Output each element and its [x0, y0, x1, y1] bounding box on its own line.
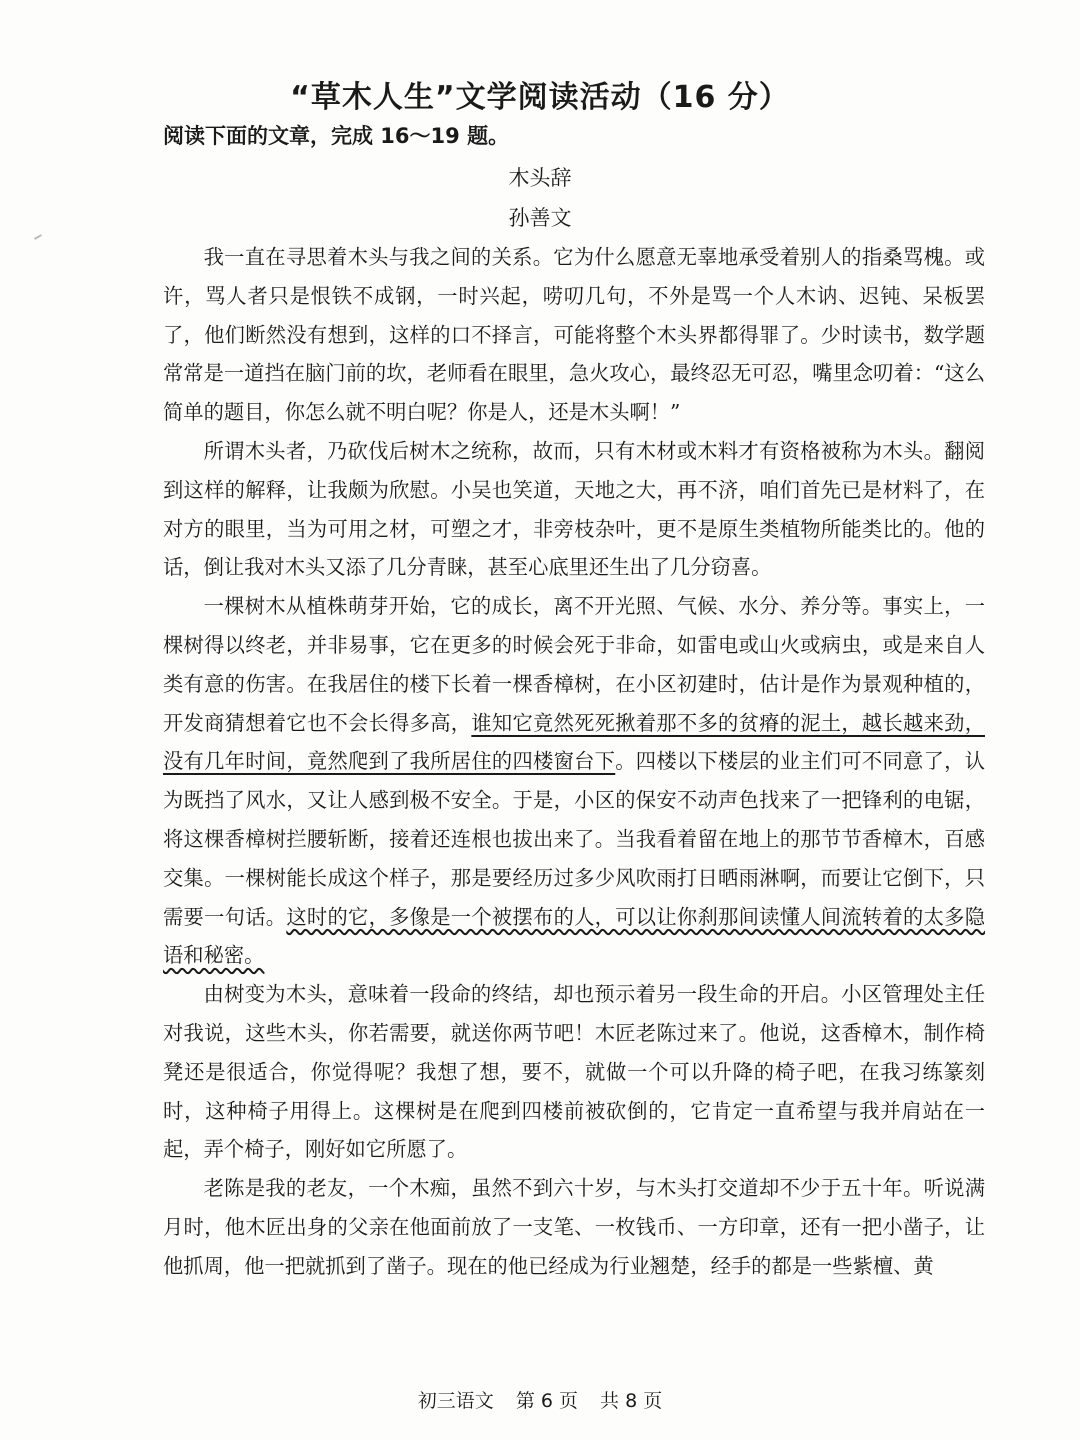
footer-subject: 初三语文: [417, 1390, 494, 1412]
paragraph-1: 我一直在寻思着木头与我之间的关系。它为什么愿意无辜地承受着别人的指桑骂槐。或许，骂人者只是恨铁不成钢，一时兴起，唠叨几句，不外是骂一个人木讷、迟钝、呆板罢了，他们断然没有想到，这样的口不择言，可能将整个木头界都得罪了。少时读书，数学题常常是一道挡在脑门前的坎，老师看在眼里，急火攻心，最终忍无可忍，嘴里念叨着：“这么简单的题目，你怎么就不明白呢？你是人，还是木头啊！”: [163, 245, 985, 425]
paragraph-3-part-b: 。四楼以下楼层的业主们可不同意了，认为既挡了风水，又让人感到极不安全。于是，小区的保安不动声色找来了一把锋利的电锯，将这棵香樟树拦腰斩断，接着还连根也拔出来了。当我看着留在地上的那节节香樟木，百感交集。一棵树能长成这个样子，那是要经历过多少风吹雨打日晒雨淋啊，而要让它倒下，只需要一句话。: [163, 749, 985, 929]
footer-total-pages: 共 8 页: [600, 1390, 663, 1412]
section-title: “草木人生”文学阅读活动（16 分）: [290, 80, 790, 115]
underlined-sentence-straight: 谁知它竟然死死揪着那不多的贫瘠的泥土，越长越来劲，没有几年时间，竟然爬到了我所居住的四楼窗台下: [163, 710, 985, 774]
footer-page-number: 第 6 页: [515, 1390, 578, 1412]
page-footer: [0, 1386, 1080, 1413]
article-title: 木头辞: [508, 166, 572, 190]
paragraph-2: 所谓木头者，乃砍伐后树木之统称，故而，只有木材或木料才有资格被称为木头。翻阅到这样的解释，让我颇为欣慰。小吴也笑道，天地之大，再不济，咱们首先已是材料了，在对方的眼里，当为可用之材，可塑之才，非旁枝杂叶，更不是原生类植物所能类比的。他的话，倒让我对木头又添了几分青睐，甚至心底里还生出了几分窃喜。: [163, 438, 985, 580]
article-author: 孙善文: [508, 206, 572, 230]
article-body: [163, 238, 985, 1286]
paragraph-5: 老陈是我的老友，一个木痴，虽然不到六十岁，与木头打交道却不少于五十年。听说满月时，他木匠出身的父亲在他面前放了一支笔、一枚钱币、一方印章，还有一把小凿子，让他抓周，他一把就抓到了凿子。现在的他已经成为行业翘楚，经手的都是一些紫檀、黄: [163, 1176, 985, 1278]
paragraph-3: [163, 587, 985, 975]
paragraph-3-part-a: 一棵树木从植株萌芽开始，它的成长，离不开光照、气候、水分、养分等。事实上，一棵树得以终老，并非易事，它在更多的时候会死于非命，如雷电或山火或病虫，或是来自人类有意的伤害。在我居住的楼下长着一棵香樟树，在小区初建时，估计是作为景观种植的，开发商猜想着它也不会长得多高，: [163, 594, 985, 735]
underlined-sentence-wavy: 这时的它，多像是一个被摆布的人，可以让你刹那间读懂人间流转着的太多隐语和秘密。: [163, 904, 985, 968]
paragraph-4: 由树变为木头，意味着一段命的终结，却也预示着另一段生命的开启。小区管理处主任对我说，这些木头，你若需要，就送你两节吧！木匠老陈过来了。他说，这香樟木，制作椅凳还是很适合，你觉得呢？我想了想，要不，就做一个可以升降的椅子吧，在我习练篆刻时，这种椅子用得上。这棵树是在爬到四楼前被砍倒的，它肯定一直希望与我并肩站在一起，弄个椅子，刚好如它所愿了。: [163, 982, 985, 1162]
instruction-text: 阅读下面的文章，完成 16～19 题。: [163, 124, 510, 148]
pencil-mark: [34, 234, 42, 240]
